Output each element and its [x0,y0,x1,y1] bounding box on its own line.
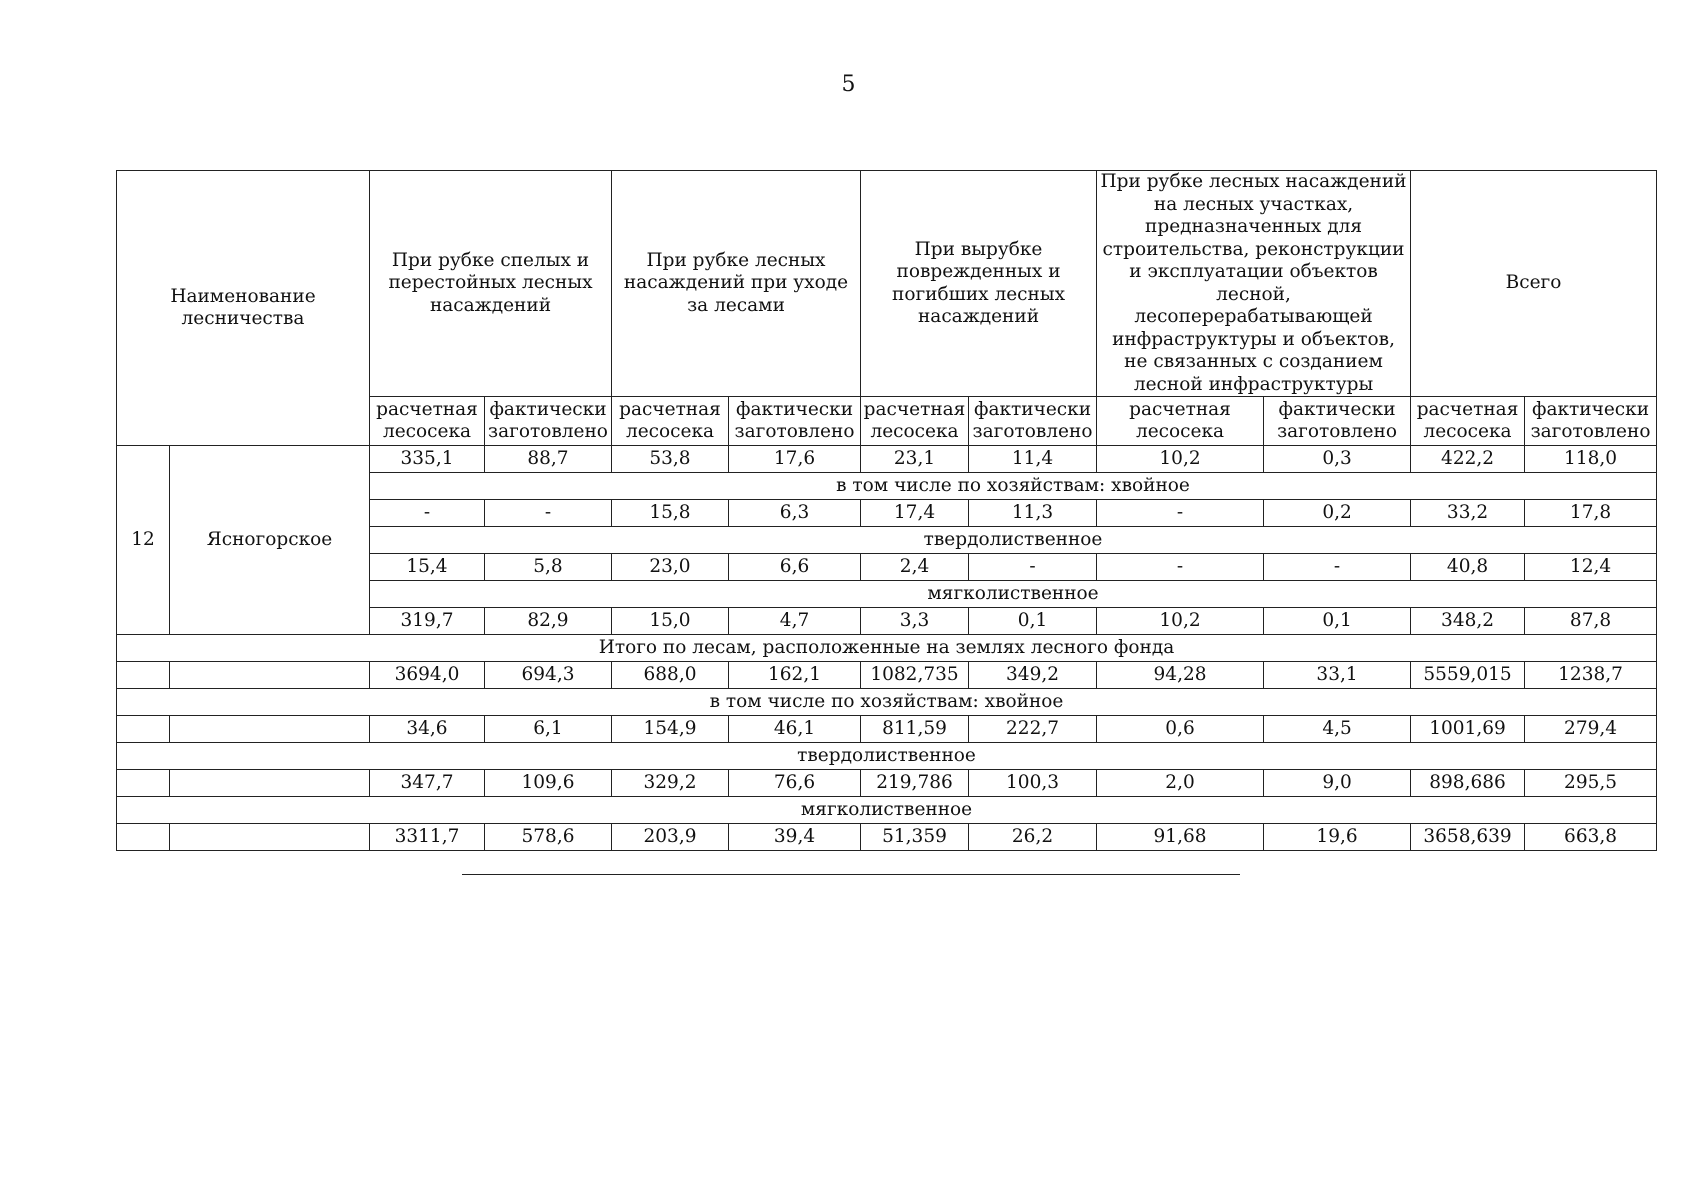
table-cell: 46,1 [729,716,861,743]
summary-conifer-row [117,716,1657,743]
table-cell: 53,8 [612,446,729,473]
subheader-planned: расчетная лесосека [1411,397,1525,446]
page-number: 5 [841,72,856,97]
table-cell: 15,0 [612,608,729,635]
summary-total-row [117,662,1657,689]
empty-cell [170,662,370,689]
summary-softwood-row [117,824,1657,851]
table-cell: 279,4 [1525,716,1657,743]
table-cell: 39,4 [729,824,861,851]
empty-cell [117,662,170,689]
table-cell: 578,6 [485,824,612,851]
table-cell: 0,2 [1264,500,1411,527]
table-cell: 23,0 [612,554,729,581]
forestry-name: Ясногорское [170,446,370,635]
table-cell: - [969,554,1097,581]
category-label: мягколиственное [370,581,1657,608]
empty-cell [170,770,370,797]
empty-cell [117,824,170,851]
subheader-planned: расчетная лесосека [612,397,729,446]
category-label: мягколиственное [117,797,1657,824]
table-cell: 3658,639 [1411,824,1525,851]
header-group-mature: При рубке спелых и перестойных лесных насаждений [370,171,612,397]
table-cell: 347,7 [370,770,485,797]
table-cell: 349,2 [969,662,1097,689]
subheader-actual: фактически заготовлено [1525,397,1657,446]
category-label: твердолиственное [117,743,1657,770]
header-forestry-name: Наименование лесничества [117,171,370,446]
subheader-actual: фактически заготовлено [1264,397,1411,446]
table-cell: 2,0 [1097,770,1264,797]
table-cell: 422,2 [1411,446,1525,473]
header-group-infrastructure: При рубке лесных насаждений на лесных участках, предназначенных для строительства, реконструкции и эксплуатации объектов лесной, лесоперерабатывающей инфраструктуры и объектов, не связанных с созданием лесной инфраструктуры [1097,171,1411,397]
table-cell: 6,3 [729,500,861,527]
table-cell: 694,3 [485,662,612,689]
table-cell: 26,2 [969,824,1097,851]
subheader-actual: фактически заготовлено [485,397,612,446]
subheader-planned: расчетная лесосека [861,397,969,446]
summary-hardwood-row [117,770,1657,797]
table-cell: 3,3 [861,608,969,635]
category-label: в том числе по хозяйствам: хвойное [117,689,1657,716]
table-cell: 663,8 [1525,824,1657,851]
table-cell: 688,0 [612,662,729,689]
summary-title: Итого по лесам, расположенные на землях лесного фонда [117,635,1657,662]
header-row-groups [117,171,1657,397]
table-cell: 348,2 [1411,608,1525,635]
table-cell: 118,0 [1525,446,1657,473]
summary-label-softwood-row [117,797,1657,824]
table-cell: 203,9 [612,824,729,851]
table-cell: - [1097,554,1264,581]
empty-cell [117,770,170,797]
table-cell: 3311,7 [370,824,485,851]
empty-cell [170,824,370,851]
header-group-total: Всего [1411,171,1657,397]
harvest-table-wrapper [116,170,1656,851]
table-cell: 109,6 [485,770,612,797]
table-cell: 0,1 [969,608,1097,635]
subheader-actual: фактически заготовлено [729,397,861,446]
table-cell: 1001,69 [1411,716,1525,743]
table-cell: 295,5 [1525,770,1657,797]
table-cell: 17,4 [861,500,969,527]
table-cell: 94,28 [1097,662,1264,689]
table-cell: 811,59 [861,716,969,743]
table-cell: 162,1 [729,662,861,689]
table-cell: 87,8 [1525,608,1657,635]
table-cell: 76,6 [729,770,861,797]
table-cell: 335,1 [370,446,485,473]
table-cell: 219,786 [861,770,969,797]
table-cell: 898,686 [1411,770,1525,797]
table-cell: 6,6 [729,554,861,581]
category-label: в том числе по хозяйствам: хвойное [370,473,1657,500]
table-cell: - [370,500,485,527]
table-cell: 12,4 [1525,554,1657,581]
subheader-actual: фактически заготовлено [969,397,1097,446]
table-cell: - [1097,500,1264,527]
forestry-total-row [117,446,1657,473]
header-group-damaged: При вырубке поврежденных и погибших лесных насаждений [861,171,1097,397]
table-cell: 19,6 [1264,824,1411,851]
subheader-planned: расчетная лесосека [370,397,485,446]
table-cell: 33,1 [1264,662,1411,689]
table-cell: 23,1 [861,446,969,473]
table-cell: 0,6 [1097,716,1264,743]
table-cell: 82,9 [485,608,612,635]
table-cell: 0,1 [1264,608,1411,635]
table-cell: 154,9 [612,716,729,743]
header-group-thinning: При рубке лесных насаждений при уходе за лесами [612,171,861,397]
table-cell: 91,68 [1097,824,1264,851]
table-cell: 88,7 [485,446,612,473]
table-cell: 1082,735 [861,662,969,689]
harvest-table [116,170,1657,851]
category-label: твердолиственное [370,527,1657,554]
table-cell: 4,5 [1264,716,1411,743]
summary-label-hardwood-row [117,743,1657,770]
table-cell: 3694,0 [370,662,485,689]
subheader-planned: расчетная лесосека [1097,397,1264,446]
table-cell: 9,0 [1264,770,1411,797]
table-cell: 15,8 [612,500,729,527]
table-cell: 100,3 [969,770,1097,797]
table-cell: 33,2 [1411,500,1525,527]
empty-cell [117,716,170,743]
footer-divider [462,874,1240,875]
table-cell: 51,359 [861,824,969,851]
table-cell: 34,6 [370,716,485,743]
table-cell: - [1264,554,1411,581]
summary-label-total-row [117,635,1657,662]
table-cell: 1238,7 [1525,662,1657,689]
table-cell: 11,3 [969,500,1097,527]
table-cell: 17,6 [729,446,861,473]
table-cell: 15,4 [370,554,485,581]
empty-cell [170,716,370,743]
table-cell: - [485,500,612,527]
table-cell: 17,8 [1525,500,1657,527]
table-cell: 11,4 [969,446,1097,473]
table-cell: 10,2 [1097,608,1264,635]
table-cell: 2,4 [861,554,969,581]
forestry-number: 12 [117,446,170,635]
table-cell: 329,2 [612,770,729,797]
table-cell: 222,7 [969,716,1097,743]
table-cell: 10,2 [1097,446,1264,473]
table-cell: 6,1 [485,716,612,743]
table-cell: 319,7 [370,608,485,635]
table-cell: 5,8 [485,554,612,581]
table-cell: 5559,015 [1411,662,1525,689]
table-cell: 4,7 [729,608,861,635]
summary-label-conifer-row [117,689,1657,716]
table-cell: 0,3 [1264,446,1411,473]
table-cell: 40,8 [1411,554,1525,581]
